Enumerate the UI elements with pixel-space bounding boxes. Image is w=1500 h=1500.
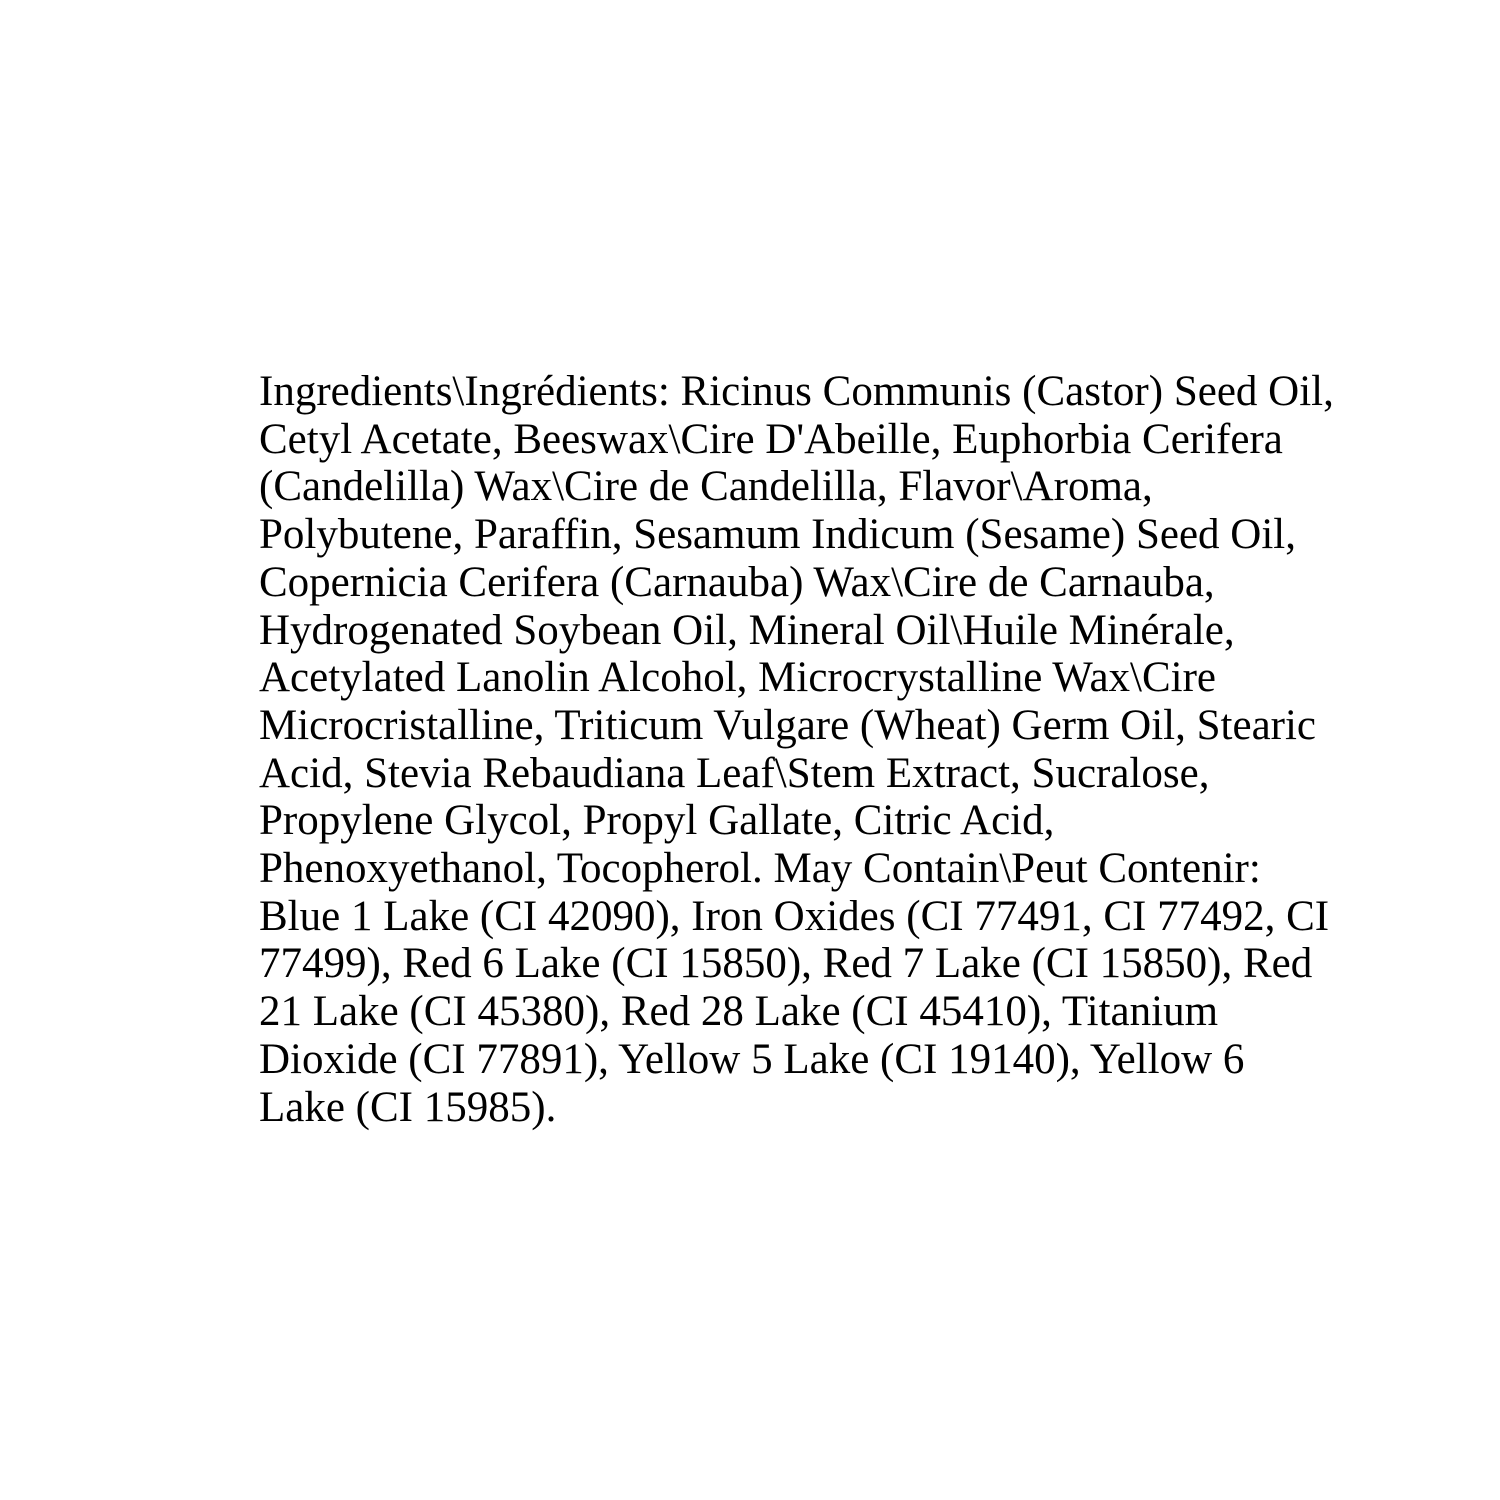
ingredients-line: Phenoxyethanol, Tocopherol. May Contain\Peut Contenir: xyxy=(259,845,1261,893)
ingredients-line: Acetylated Lanolin Alcohol, Microcrystalline Wax\Cire xyxy=(259,654,1217,702)
ingredients-line: Copernicia Cerifera (Carnauba) Wax\Cire de Carnauba, xyxy=(259,558,1215,606)
ingredients-line: Blue 1 Lake (CI 42090), Iron Oxides (CI 77491, CI 77492, CI xyxy=(259,892,1330,940)
ingredients-line: Microcristalline, Triticum Vulgare (Wheat) Germ Oil, Stearic xyxy=(259,701,1317,749)
ingredients-line: 77499), Red 6 Lake (CI 15850), Red 7 Lake (CI 15850), Red xyxy=(259,940,1313,988)
ingredients-line: (Candelilla) Wax\Cire de Candelilla, Flavor\Aroma, xyxy=(259,463,1153,511)
ingredients-text-block xyxy=(259,368,1334,1131)
ingredients-line: 21 Lake (CI 45380), Red 28 Lake (CI 45410), Titanium xyxy=(259,988,1219,1036)
ingredients-line: Acid, Stevia Rebaudiana Leaf\Stem Extract, Sucralose, xyxy=(259,749,1210,797)
ingredients-line: Dioxide (CI 77891), Yellow 5 Lake (CI 19140), Yellow 6 xyxy=(259,1035,1245,1083)
ingredients-line: Polybutene, Paraffin, Sesamum Indicum (Sesame) Seed Oil, xyxy=(259,511,1296,559)
ingredients-line: Hydrogenated Soybean Oil, Mineral Oil\Huile Minérale, xyxy=(259,606,1235,654)
ingredients-line: Ingredients\Ingrédients: Ricinus Communis (Castor) Seed Oil, xyxy=(259,368,1334,415)
ingredients-line: Propylene Glycol, Propyl Gallate, Citric Acid, xyxy=(259,797,1055,845)
ingredients-line: Lake (CI 15985). xyxy=(259,1083,557,1131)
ingredients-line: Cetyl Acetate, Beeswax\Cire D'Abeille, Euphorbia Cerifera xyxy=(259,415,1283,463)
